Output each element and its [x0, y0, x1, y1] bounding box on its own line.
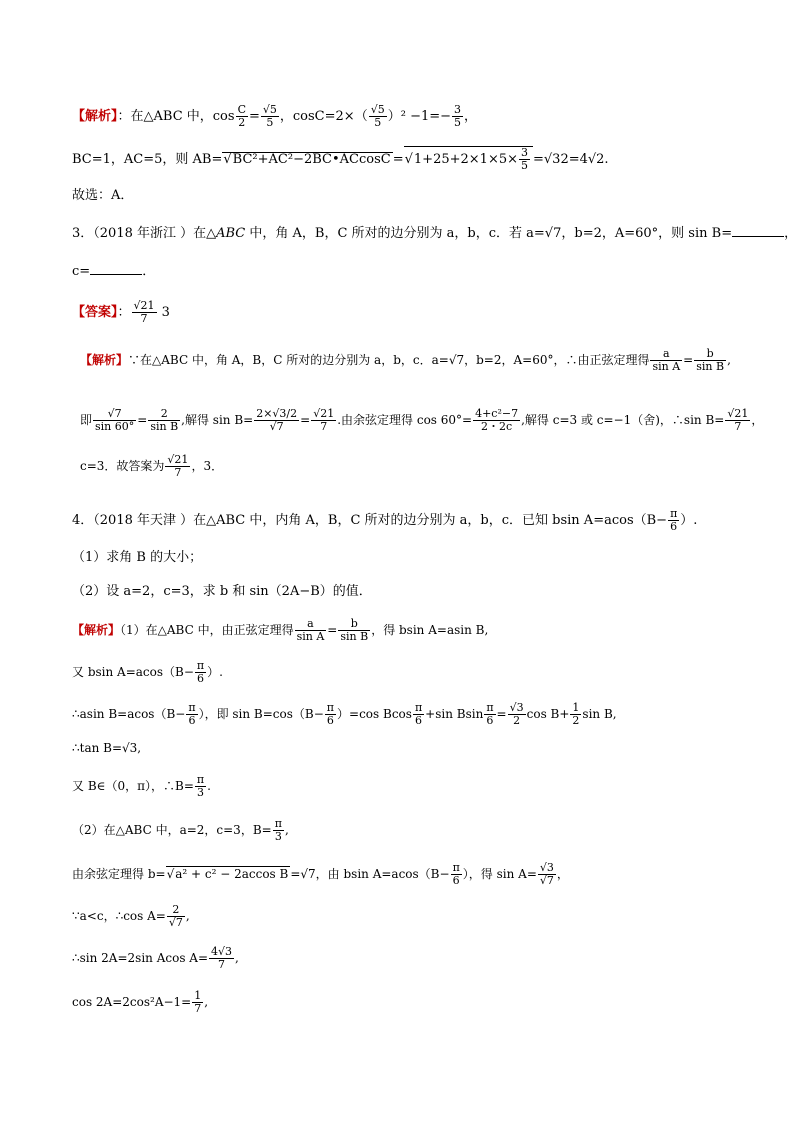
fraction: $\frac{a}{\text{sin A}}$ [652, 347, 681, 373]
text: , [284, 823, 289, 837]
text: ，3． [191, 459, 224, 473]
fraction: $\frac{2}{√7}$ [168, 903, 183, 929]
text: = [248, 109, 260, 124]
sqrt-expr: √ a² + c² − 2accos B [166, 866, 291, 881]
text: ∵a<c，∴cos A= [72, 909, 166, 923]
q4-line1 [72, 508, 697, 533]
fraction: $\frac{1}{7}$ [194, 989, 202, 1015]
fraction: $\frac{√3}{√7}$ [539, 861, 554, 887]
fraction: $\frac{\pi}{6}$ [452, 861, 460, 887]
ana4-line8 [72, 904, 190, 929]
fraction: $\frac{\pi}{6}$ [188, 701, 196, 727]
fraction: $\frac{\pi}{3}$ [196, 773, 205, 799]
ana4-line3 [72, 702, 617, 727]
text: ， [556, 867, 569, 881]
text: cos B+ [526, 707, 570, 721]
text: ，得 bsin A=asin B, [371, 623, 489, 637]
text: ， [784, 226, 797, 241]
text: （2）在△ABC 中，a=2，c=3，B= [72, 823, 272, 837]
text: 3．（2018 年浙江 ）在△ [72, 226, 217, 241]
text: ）. [680, 513, 698, 528]
analysis-label: 【解析】 [80, 353, 129, 367]
text: 由余弦定理得 b= [72, 867, 166, 881]
text: = [300, 413, 311, 427]
sec0-line2 [72, 146, 609, 172]
text: 又 bsin A=acos（B− [72, 665, 194, 679]
text: = [392, 152, 404, 167]
text: 中，角 A，B，C 所对的边分别为 a，b，c．若 a=√7，b=2，A=60°，则 sin B= [245, 226, 733, 241]
text: = [137, 413, 148, 427]
text: =√7，由 bsin A=acos（B− [290, 867, 450, 881]
text: , [185, 909, 190, 923]
ana3-line2 [80, 408, 763, 433]
ana4-line9 [72, 946, 239, 971]
q3-line1 [72, 224, 797, 244]
text: .由余弦定理得 cos 60°= [337, 413, 473, 427]
q4-line2: （1）求角 B 的大小； [72, 550, 203, 565]
text: ，cosC=2×（ [279, 109, 368, 124]
ana4-line1 [72, 618, 488, 643]
answer-blank [732, 224, 784, 237]
analysis-label: 【解析】 [72, 623, 121, 637]
text: ,解得 c=3 或 c=−1（舍)，∴sin B= [521, 413, 725, 427]
fraction: $\frac{√3}{2}$ [509, 701, 524, 727]
text: = [496, 707, 507, 721]
fraction: $\frac{\pi}{6}$ [486, 701, 494, 727]
ana4-line2 [72, 660, 223, 685]
fraction: $\frac{\pi}{6}$ [326, 701, 335, 727]
fraction: $\frac{\pi}{6}$ [670, 507, 678, 533]
sec0-line3: 故选：A． [72, 188, 134, 203]
text: 又 B∈（0，π），∴B= [72, 779, 194, 793]
text: ）² −1=− [387, 109, 452, 124]
fraction: $\frac{2}{\text{sin B}}$ [150, 407, 179, 433]
text: ABC [216, 226, 246, 241]
text: +sin Bsin [425, 707, 484, 721]
text: ∴asin B=acos（B− [72, 707, 186, 721]
text: sin B, [582, 707, 617, 721]
fraction: $\frac{C}{2}$ [237, 103, 246, 129]
text: ），即 sin B=cos（B− [198, 707, 324, 721]
text: BC=1，AC=5，则 AB= [72, 152, 223, 167]
fraction: $\frac{√21}{7}$ [727, 407, 749, 433]
text: ），得 sin A= [462, 867, 537, 881]
text: = [683, 353, 694, 367]
text: ． [142, 264, 156, 279]
text: , [204, 995, 209, 1009]
text: = [327, 623, 338, 637]
answer-blank [90, 262, 142, 275]
ana4-line10 [72, 990, 208, 1015]
text: ,解得 sin B= [181, 413, 254, 427]
ana4-line7 [72, 862, 569, 887]
fraction: $\frac{\text{4+c²−7}}{2・2c}$ [475, 407, 519, 433]
fraction: $\frac{√5}{5}$ [262, 103, 277, 129]
text: ， [464, 109, 478, 124]
fraction: $\frac{√5}{5}$ [370, 103, 385, 129]
ana3-line3 [80, 454, 223, 479]
fraction: $\frac{4√3}{7}$ [211, 945, 233, 971]
text: c=3．故答案为 [80, 459, 165, 473]
fraction: $\frac{3}{5}$ [454, 103, 462, 129]
text: 4．（2018 年天津 ）在△ABC 中，内角 A，B，C 所对的边分别为 a，b，c．已知 bsin A=acos（B− [72, 513, 668, 528]
fraction: $\frac{2\times√3/2}{√7}$ [256, 407, 298, 433]
analysis-label: 【解析】 [72, 109, 118, 124]
fraction: $\frac{a}{\text{sin A}}$ [296, 617, 325, 643]
fraction: $\frac{\pi}{3}$ [274, 817, 282, 843]
fraction: $\frac{√21}{7}$ [313, 407, 335, 433]
text: , [727, 353, 731, 367]
text: , [235, 951, 239, 965]
ana3-line1 [80, 348, 731, 373]
fraction: $\frac{√21}{7}$ [133, 299, 155, 325]
ana4-line6 [72, 818, 289, 843]
text: ：在△ABC 中，cos [117, 109, 235, 124]
text: ： [117, 305, 131, 320]
fraction: $\frac{√7}{\sin 60^\circ}$ [95, 407, 135, 433]
fraction: $\frac{\pi}{6}$ [414, 701, 423, 727]
fraction: $\frac{1}{2}$ [572, 701, 580, 727]
text: （1）在△ABC 中，由正弦定理得 [120, 623, 294, 637]
fraction: $\frac{√21}{7}$ [167, 453, 189, 479]
text: ）. [207, 665, 223, 679]
sqrt-expr: √ 1+25+2×1×5× $\frac{3}{5}$ [404, 146, 533, 172]
fraction: $\frac{b}{\text{sin B}}$ [696, 347, 725, 373]
fraction: $\frac{\pi}{6}$ [196, 659, 205, 685]
sec0-line1 [72, 104, 477, 129]
text: c= [72, 264, 91, 279]
text: . [207, 779, 211, 793]
fraction: $\frac{b}{\text{sin B}}$ [340, 617, 369, 643]
ana4-line4: ∴tan B=√3, [72, 741, 142, 755]
ana4-line5 [72, 774, 211, 799]
answer3-line [72, 300, 170, 325]
text: ）=cos Bcos [337, 707, 412, 721]
text: ， [751, 413, 764, 427]
q3-line2 [72, 262, 155, 282]
q4-line3: （2）设 a=2，c=3，求 b 和 sin（2A−B）的值． [72, 584, 372, 599]
sqrt-expr: √ BC²+AC²−2BC•ACcosC [222, 152, 392, 167]
answer-label: 【答案】 [72, 305, 118, 320]
text: cos 2A=2cos²A−1= [72, 995, 192, 1009]
text: ∴sin 2A=2sin Acos A= [72, 951, 209, 965]
text: 3 [157, 305, 170, 320]
text: 即 [80, 413, 93, 427]
text: =√32=4√2. [533, 152, 609, 167]
text: ∵在△ABC 中，角 A，B，C 所对的边分别为 a，b，c．a=√7，b=2，A=60°，∴由正弦定理得 [128, 353, 650, 367]
